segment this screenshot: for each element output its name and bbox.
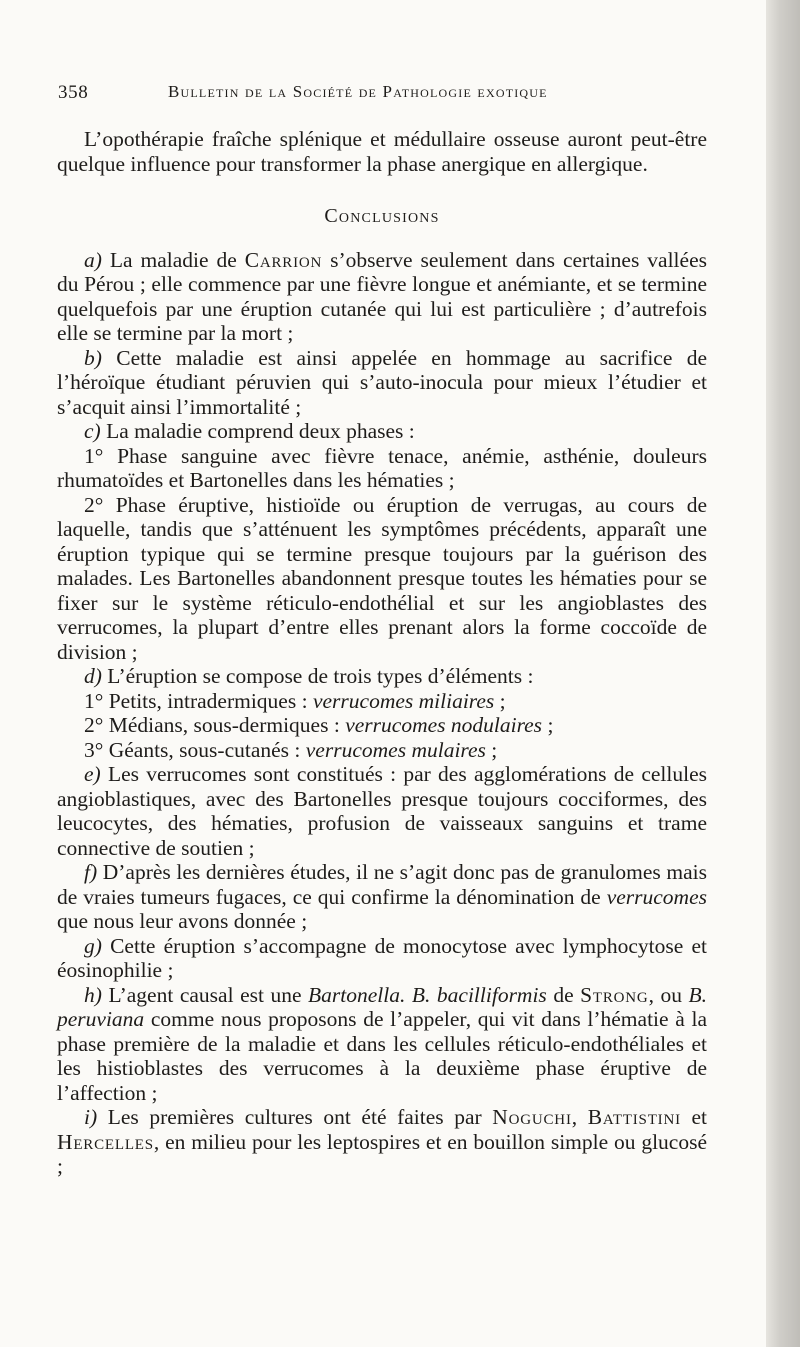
element-type-2: 2° Médians, sous-dermiques : verrucomes nodulaires ;	[84, 713, 554, 737]
conclusion-c: c) La maladie comprend deux phases :	[84, 419, 415, 443]
item-marker: i)	[84, 1105, 98, 1129]
species-name: Bartonella. B. bacilliformis	[308, 982, 547, 1007]
article-body	[57, 127, 707, 1179]
term: verrucomes nodulaires	[345, 713, 543, 737]
author-name: Carrion	[244, 247, 323, 272]
item-marker: h)	[84, 982, 102, 1007]
item-marker: c)	[84, 419, 101, 443]
term: verrucomes mulaires	[305, 737, 486, 762]
author-name: Battistini	[587, 1105, 681, 1129]
conclusion-i: i) Les premières cultures ont été faites par Noguchi, Battistini et Hercelles, en milieu pour les leptospires et en bouillon simple ou glucosé ;	[57, 1105, 707, 1178]
phase-2: 2° Phase éruptive, histioïde ou éruption de verrugas, au cours de laquelle, tandis que s’atténuent les symptômes précédents, apparaît une éruption typique qui se termine presque toujours par la guérison des malades. Les Bartonelles abandonnent presque toutes les hématies pour se fixer sur le système réticulo-endothélial et sur les angioblastes des verrucomes, la plupart d’entre elles prenant alors la forme coccoïde de division ;	[57, 492, 707, 664]
phase-1: 1° Phase sanguine avec fièvre tenace, anémie, asthénie, douleurs rhumatoïdes et Bartonelles dans les hématies ;	[57, 443, 707, 492]
item-marker: b)	[84, 345, 102, 370]
page-edge-shadow	[766, 0, 800, 1347]
conclusion-h: h) L’agent causal est une Bartonella. B. bacilliformis de Strong, ou B. peruviana comme nous proposons de l’appeler, qui vit dans l’hématie à la phase première de la maladie et dans les cellules réticulo-endothéliales et les histioblastes des verrucomes à la deuxième phase éruptive de l’affection ;	[57, 982, 707, 1105]
conclusion-f: f) D’après les dernières études, il ne s’agit donc pas de granulomes mais de vraies tumeurs fugaces, ce qui confirme la dénomination de verrucomes que nous leur avons donnée ;	[57, 860, 707, 933]
term: verrucomes	[606, 884, 707, 909]
conclusion-a: a) La maladie de Carrion s’observe seulement dans certaines vallées du Pérou ; elle commence par une fièvre longue et anémiante, et se termine quelquefois par une éruption cutanée qui lui est particulière ; d’autrefois elle se termine par la mort ;	[57, 247, 707, 345]
author-name: Noguchi	[492, 1105, 572, 1129]
journal-title: Bulletin de la Société de Pathologie exotique	[168, 82, 548, 101]
intro-paragraph: L’opothérapie fraîche splénique et médullaire osseuse auront peut-être quelque influence pour transformer la phase anergique en allergique.	[57, 127, 707, 176]
section-heading: Conclusions	[324, 205, 440, 227]
conclusion-b: b) Cette maladie est ainsi appelée en hommage au sacrifice de l’héroïque étudiant péruvien qui s’auto-inocula pour mieux l’étudier et s’acquit ainsi l’immortalité ;	[57, 345, 707, 419]
page-number: 358	[58, 82, 89, 103]
element-type-3: 3° Géants, sous-cutanés : verrucomes mulaires ;	[84, 737, 498, 762]
item-marker: f)	[84, 860, 98, 884]
element-type-1: 1° Petits, intradermiques : verrucomes miliaires ;	[84, 688, 506, 713]
author-name: Strong	[580, 982, 649, 1007]
conclusion-d: d) L’éruption se compose de trois types d’éléments :	[84, 664, 534, 688]
conclusion-e: e) Les verrucomes sont constitués : par des agglomérations de cellules angioblastiques, avec des Bartonelles presque toujours cocciformes, des leucocytes, des hématies, profusion de vaisseaux sanguins et trame connective de soutien ;	[57, 762, 707, 860]
item-marker: a)	[84, 247, 102, 272]
item-marker: e)	[84, 762, 101, 786]
conclusion-g: g) Cette éruption s’accompagne de monocytose avec lymphocytose et éosinophilie ;	[57, 933, 707, 982]
running-header	[58, 82, 708, 108]
author-name: Hercelles	[57, 1129, 154, 1154]
species-name: B. peruviana	[57, 982, 707, 1031]
item-marker: g)	[84, 933, 102, 958]
term: verrucomes miliaires	[312, 688, 495, 713]
item-marker: d)	[84, 664, 102, 688]
